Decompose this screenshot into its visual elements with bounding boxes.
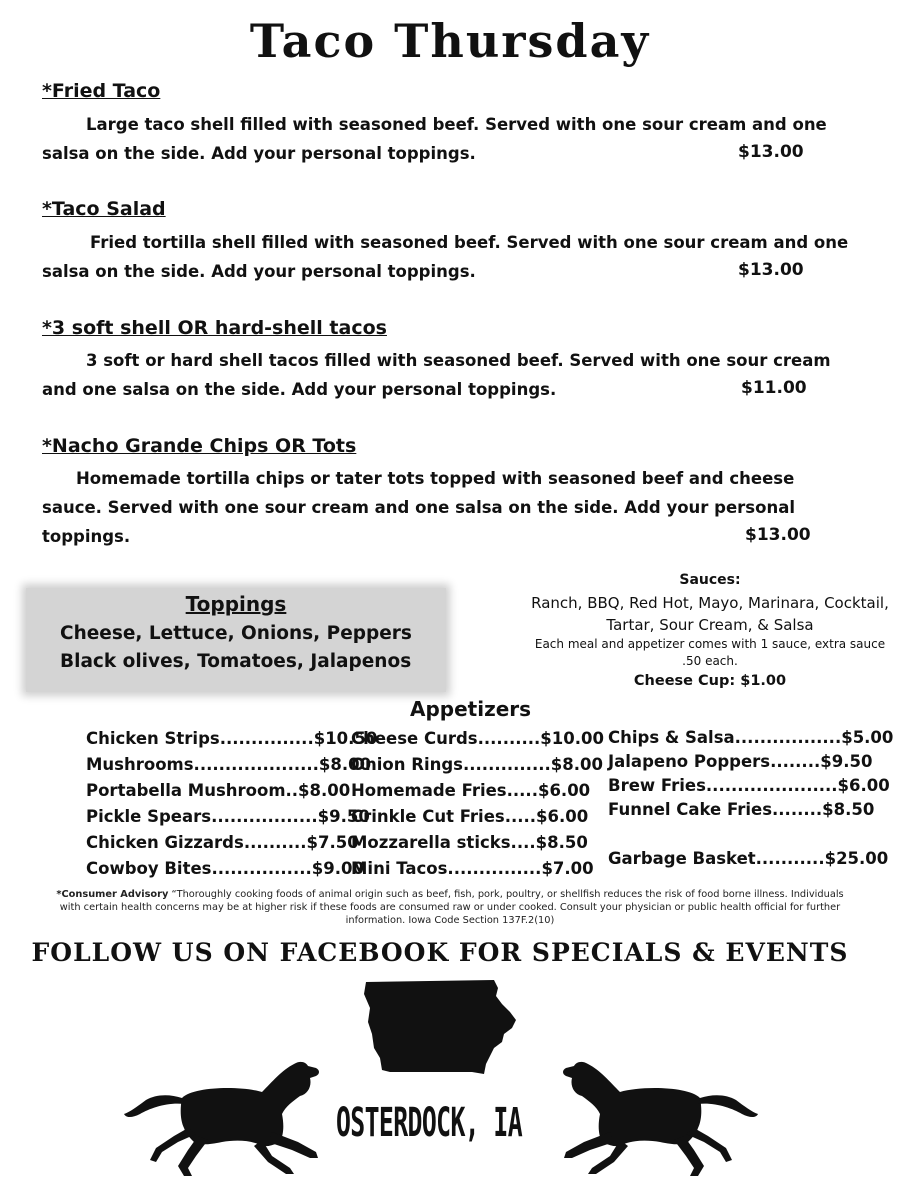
item-desc-line: salsa on the side. Add your personal toppings. — [42, 144, 476, 163]
appetizer-item: Mushrooms....................$8.00 — [86, 755, 372, 774]
sauce-note: .50 each. — [682, 654, 738, 668]
appetizer-item: Cowboy Bites................$9.00 — [86, 859, 364, 878]
item-price: $11.00 — [741, 378, 807, 398]
sauces-title: Sauces: — [679, 572, 741, 588]
appetizer-item: Brew Fries.....................$6.00 — [608, 776, 890, 795]
advisory-text: “Thoroughly cooking foods of animal origin such as beef, fish, pork, poultry, or shellfish reduces the risk of food borne illness. Individuals with certain health concerns may be at higher risk if these foods are consumed raw or under cooked. Consult your physician or public health official for further information. Iowa Code Section 137F.2(10) — [59, 889, 844, 926]
item-price: $13.00 — [738, 260, 804, 280]
toppings-line: Black olives, Tomatoes, Jalapenos — [60, 651, 412, 672]
horse-right-icon — [550, 1056, 760, 1180]
appetizer-item: Chicken Strips...............$10.50 — [86, 729, 378, 748]
item-price: $13.00 — [745, 525, 811, 545]
appetizer-item: Cheese Curds..........$10.00 — [351, 729, 604, 748]
item-desc-line: Homemade tortilla chips or tater tots topped with seasoned beef and cheese — [76, 469, 795, 488]
sauce-note: Each meal and appetizer comes with 1 sauce, extra sauce — [534, 637, 886, 651]
item-title-taco-salad: *Taco Salad — [42, 198, 166, 220]
appetizers-column-3 — [608, 726, 893, 822]
appetizer-item: Jalapeno Poppers........$9.50 — [608, 752, 873, 771]
toppings-line: Cheese, Lettuce, Onions, Peppers — [60, 623, 412, 644]
appetizer-item: Chips & Salsa.................$5.00 — [608, 728, 894, 747]
item-desc-line: 3 soft or hard shell tacos filled with seasoned beef. Served with one sour cream — [86, 351, 831, 370]
appetizer-item: Crinkle Cut Fries.....$6.00 — [351, 807, 589, 826]
horse-left-icon — [122, 1056, 332, 1180]
item-title-nacho-grande: *Nacho Grande Chips OR Tots — [42, 435, 357, 457]
appetizer-item: Funnel Cake Fries........$8.50 — [608, 800, 875, 819]
toppings-title: Toppings — [185, 592, 287, 616]
sauces-line: Ranch, BBQ, Red Hot, Mayo, Marinara, Cocktail, — [531, 594, 889, 612]
item-title-fried-taco: *Fried Taco — [42, 80, 161, 102]
toppings-box — [26, 588, 446, 692]
item-price: $13.00 — [738, 142, 804, 162]
item-desc-line: toppings. — [42, 527, 131, 546]
item-desc-line: Large taco shell filled with seasoned beef. Served with one sour cream and one — [86, 115, 827, 134]
item-title-tacos: *3 soft shell OR hard-shell tacos — [42, 317, 387, 339]
appetizer-item-garbage-basket: Garbage Basket...........$25.00 — [608, 849, 889, 868]
appetizer-item: Chicken Gizzards..........$7.50 — [86, 833, 359, 852]
appetizer-item: Mini Tacos...............$7.00 — [351, 859, 594, 878]
cheese-cup-price: Cheese Cup: $1.00 — [633, 673, 787, 689]
follow-facebook-banner: FOLLOW US ON FACEBOOK FOR SPECIALS & EVENTS — [31, 938, 849, 967]
appetizers-heading: Appetizers — [410, 697, 532, 721]
menu-title: Taco Thursday — [249, 14, 651, 68]
item-desc-line: salsa on the side. Add your personal toppings. — [42, 262, 476, 281]
item-desc-line: and one salsa on the side. Add your personal toppings. — [42, 380, 557, 399]
item-desc-line: Fried tortilla shell filled with seasoned beef. Served with one sour cream and one — [90, 233, 849, 252]
consumer-advisory — [52, 888, 848, 927]
town-name: OSTERDOCK, IA — [336, 1100, 523, 1146]
appetizer-item: Mozzarella sticks....$8.50 — [351, 833, 588, 852]
sauces-line: Tartar, Sour Cream, & Salsa — [606, 616, 814, 634]
appetizer-item: Homemade Fries.....$6.00 — [351, 781, 591, 800]
advisory-label: *Consumer Advisory — [56, 889, 169, 900]
appetizer-item: Portabella Mushroom..$8.00 — [86, 781, 351, 800]
appetizers-column-2 — [351, 726, 604, 882]
appetizer-item: Onion Rings..............$8.00 — [351, 755, 603, 774]
appetizer-item: Pickle Spears.................$9.50 — [86, 807, 370, 826]
appetizers-column-1 — [86, 726, 377, 882]
item-desc-line: sauce. Served with one sour cream and one salsa on the side. Add your personal — [42, 498, 795, 517]
iowa-state-icon — [360, 978, 522, 1080]
